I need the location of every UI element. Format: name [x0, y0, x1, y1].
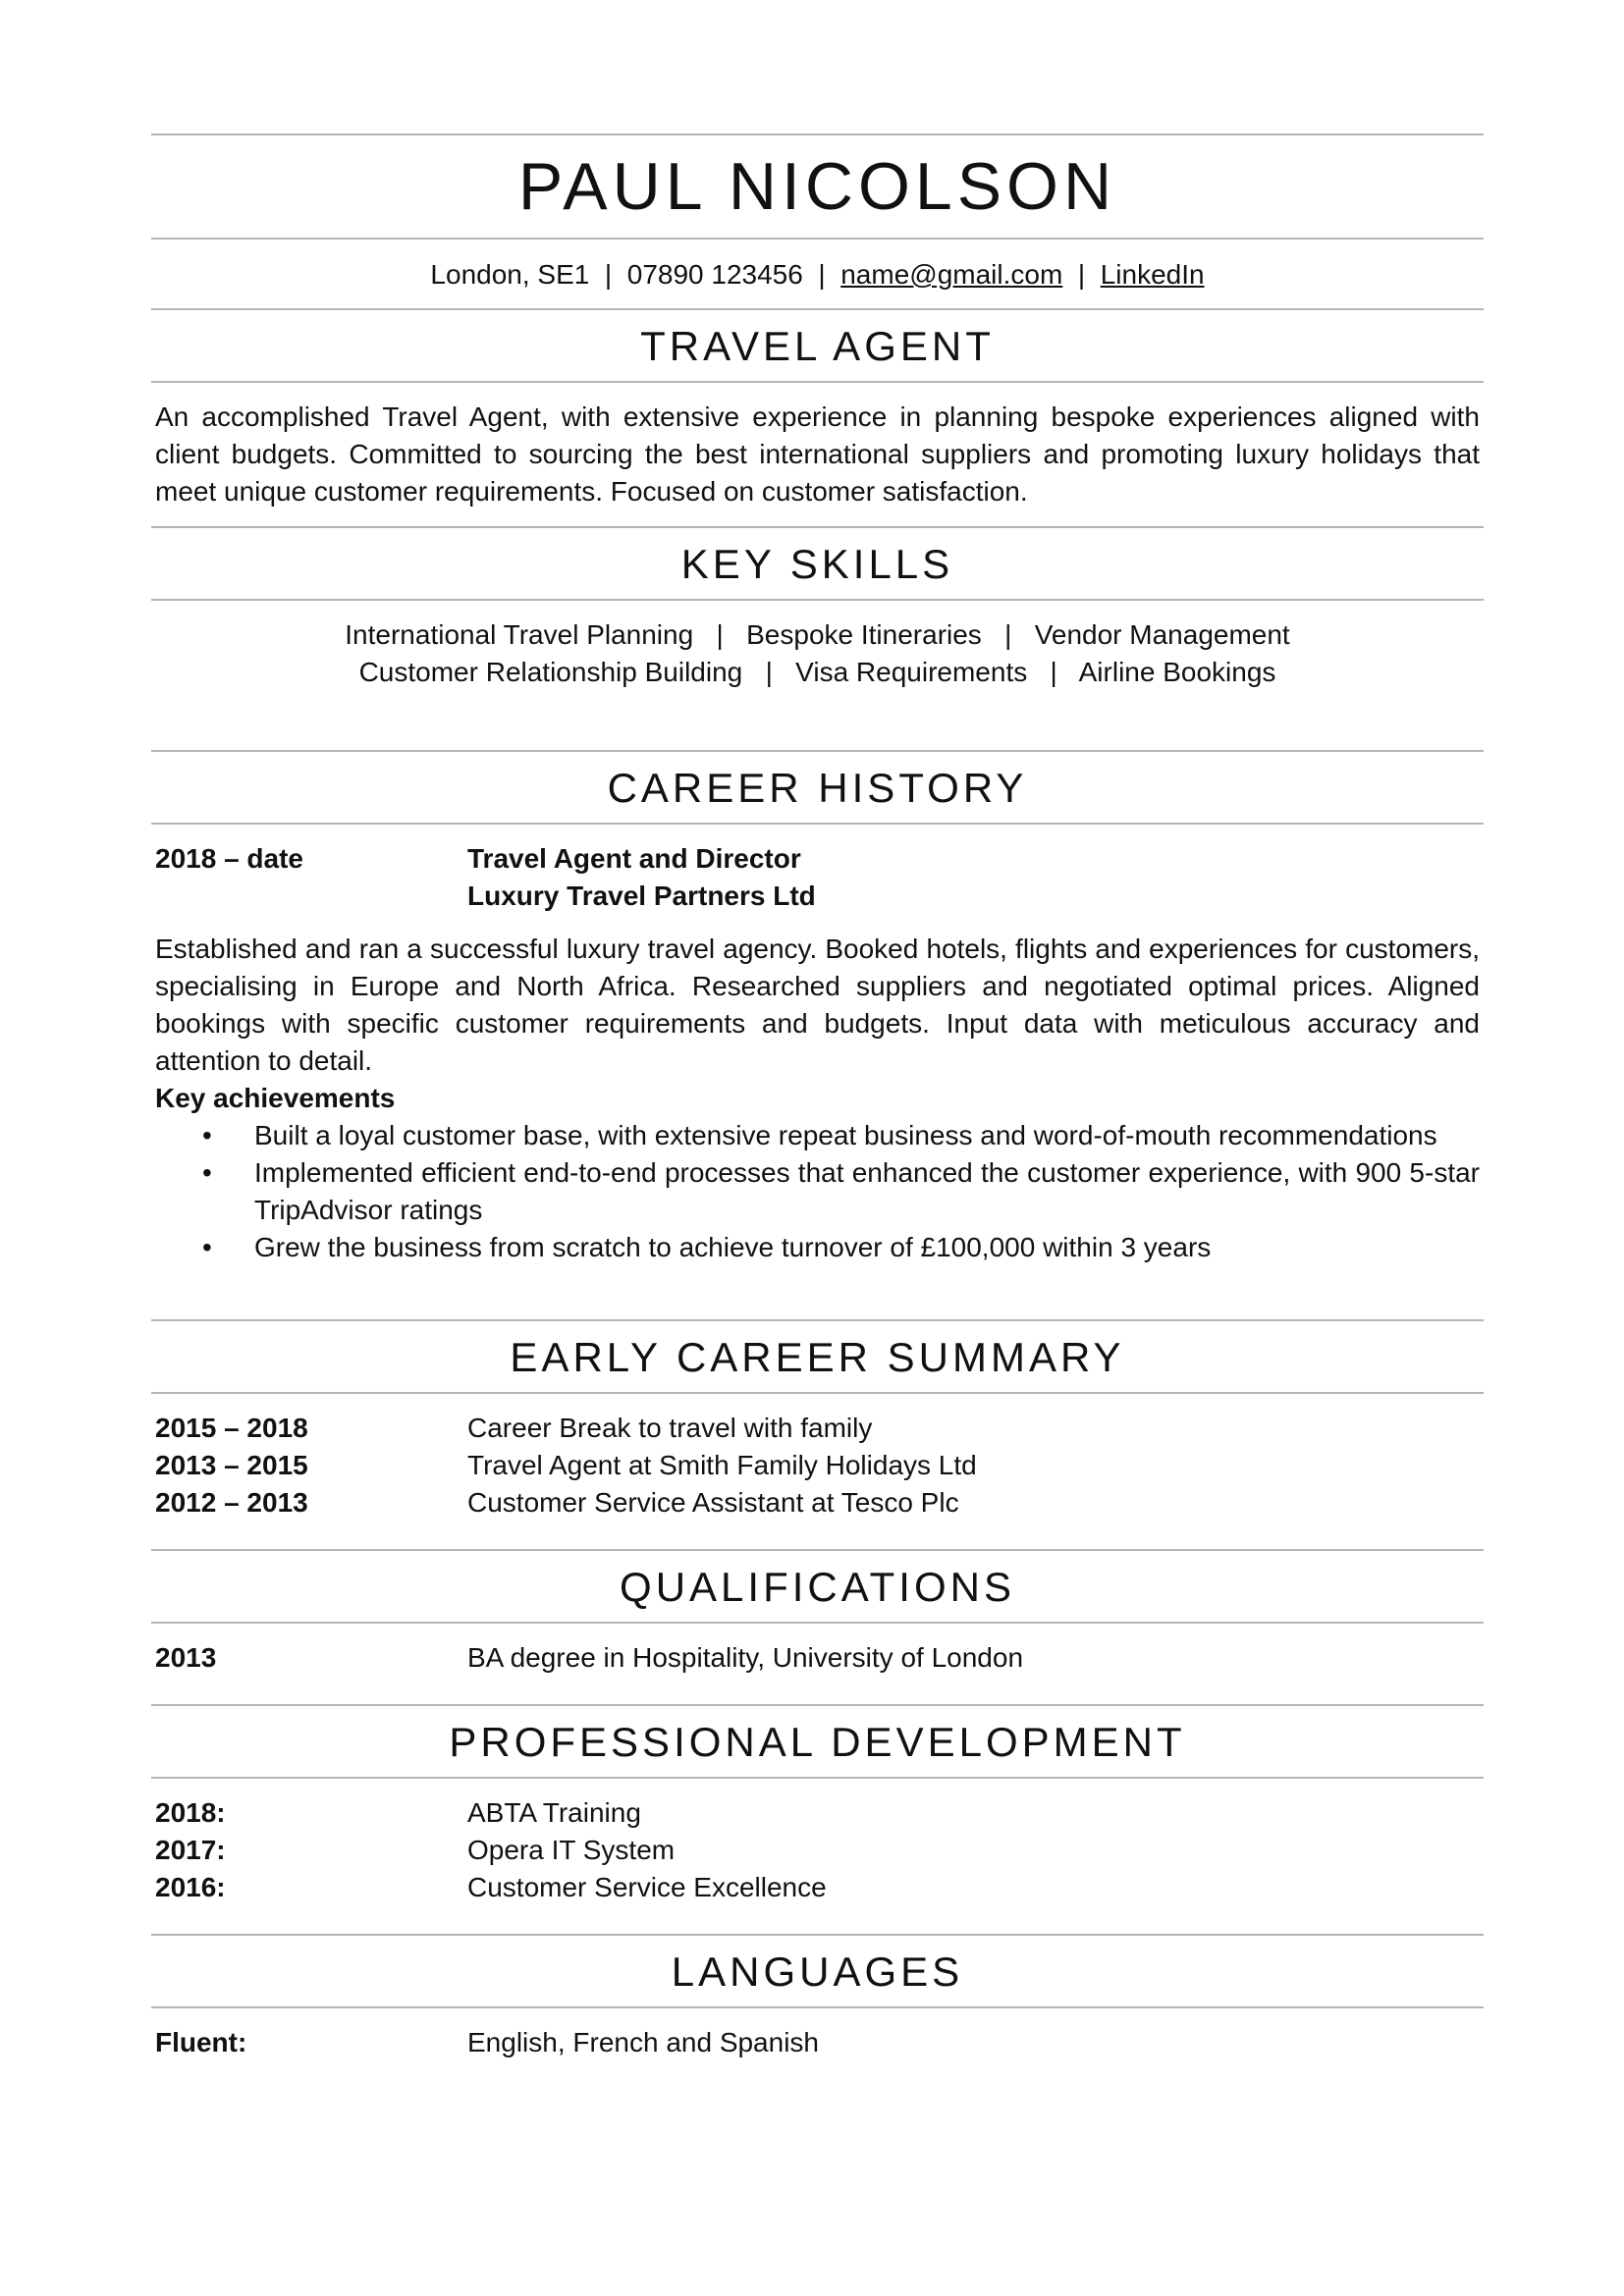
candidate-name: PAUL NICOLSON: [517, 149, 1117, 224]
table-row: 2013 – 2015 Travel Agent at Smith Family Holidays Ltd: [155, 1450, 977, 1480]
languages-list: [151, 2024, 1484, 2061]
languages-title: LANGUAGES: [671, 1949, 964, 1995]
key-skills: [151, 616, 1484, 750]
profile-summary: An accomplished Travel Agent, with extensive experience in planning bespoke experiences aligned with client budgets. Committed to sourcing the best international suppliers and promoting luxury holidays that meet unique customer requirements. Focused on customer satisfaction.: [155, 401, 1480, 507]
professional-development-title: PROFESSIONAL DEVELOPMENT: [449, 1719, 1186, 1765]
qualifications-title: QUALIFICATIONS: [620, 1564, 1015, 1610]
achievements-list: [151, 1117, 1484, 1266]
bullet-icon: •: [202, 1157, 212, 1188]
separator: |: [818, 259, 826, 290]
separator: |: [1077, 259, 1086, 290]
bullet-icon: •: [202, 1232, 212, 1262]
contact-phone: 07890 123456: [626, 259, 803, 290]
table-row: Fluent: English, French and Spanish: [155, 2027, 819, 2057]
divider: [151, 1392, 1484, 1394]
divider: [151, 2006, 1484, 2008]
career-role: Travel Agent and Director: [467, 843, 801, 874]
career-description: Established and ran a successful luxury travel agency. Booked hotels, flights and experiences for customers, specialising in Europe and North Africa. Researched suppliers and negotiated optimal prices. Aligned bookings with specific customer requirements and budgets. Input data with meticulous accuracy and attention to detail.: [155, 934, 1480, 1076]
divider: [151, 823, 1484, 825]
linkedin-link[interactable]: LinkedIn: [1100, 259, 1205, 290]
career-history-title: CAREER HISTORY: [607, 765, 1028, 811]
early-career-title: EARLY CAREER SUMMARY: [510, 1334, 1125, 1380]
email-link[interactable]: name@gmail.com: [840, 259, 1063, 290]
list-item: • Built a loyal customer base, with extensive repeat business and word-of-mouth recommendations: [151, 1117, 1480, 1154]
career-entry-header: [151, 840, 1484, 878]
table-row: 2016: Customer Service Excellence: [155, 1872, 827, 1902]
divider: [151, 599, 1484, 601]
table-row: 2018: ABTA Training: [155, 1797, 641, 1828]
key-skills-title: KEY SKILLS: [680, 541, 954, 587]
table-row: 2013 BA degree in Hospitality, University of London: [155, 1642, 1024, 1673]
career-entry: [151, 840, 1484, 1266]
early-career-list: [151, 1410, 1484, 1549]
contact-location: London, SE1: [430, 259, 590, 290]
career-date: 2018 – date: [155, 843, 303, 874]
table-row: 2017: Opera IT System: [155, 1835, 676, 1865]
qualifications-list: [151, 1639, 1484, 1704]
table-row: 2015 – 2018 Career Break to travel with family: [155, 1413, 873, 1443]
separator: |: [604, 259, 613, 290]
career-company: Luxury Travel Partners Ltd: [467, 881, 816, 911]
list-item: • Grew the business from scratch to achieve turnover of £100,000 within 3 years: [151, 1229, 1480, 1266]
divider: [151, 381, 1484, 383]
skills-line: International Travel Planning | Bespoke Itineraries | Vendor Management: [345, 619, 1290, 650]
table-row: 2012 – 2013 Customer Service Assistant at Tesco Plc: [155, 1487, 959, 1518]
contact-line: [151, 240, 1484, 308]
divider: [151, 1777, 1484, 1779]
job-title: TRAVEL AGENT: [640, 323, 995, 369]
list-item: • Implemented efficient end-to-end processes that enhanced the customer experience, with 900 5-star TripAdvisor ratings: [151, 1154, 1480, 1229]
divider: [151, 1622, 1484, 1624]
cv-page: [151, 133, 1484, 2061]
professional-development-list: [151, 1794, 1484, 1934]
career-entry-company-row: [151, 878, 1484, 915]
achievements-title: Key achievements: [155, 1083, 396, 1113]
skills-line: Customer Relationship Building | Visa Requirements | Airline Bookings: [358, 657, 1276, 687]
bullet-icon: •: [202, 1120, 212, 1150]
